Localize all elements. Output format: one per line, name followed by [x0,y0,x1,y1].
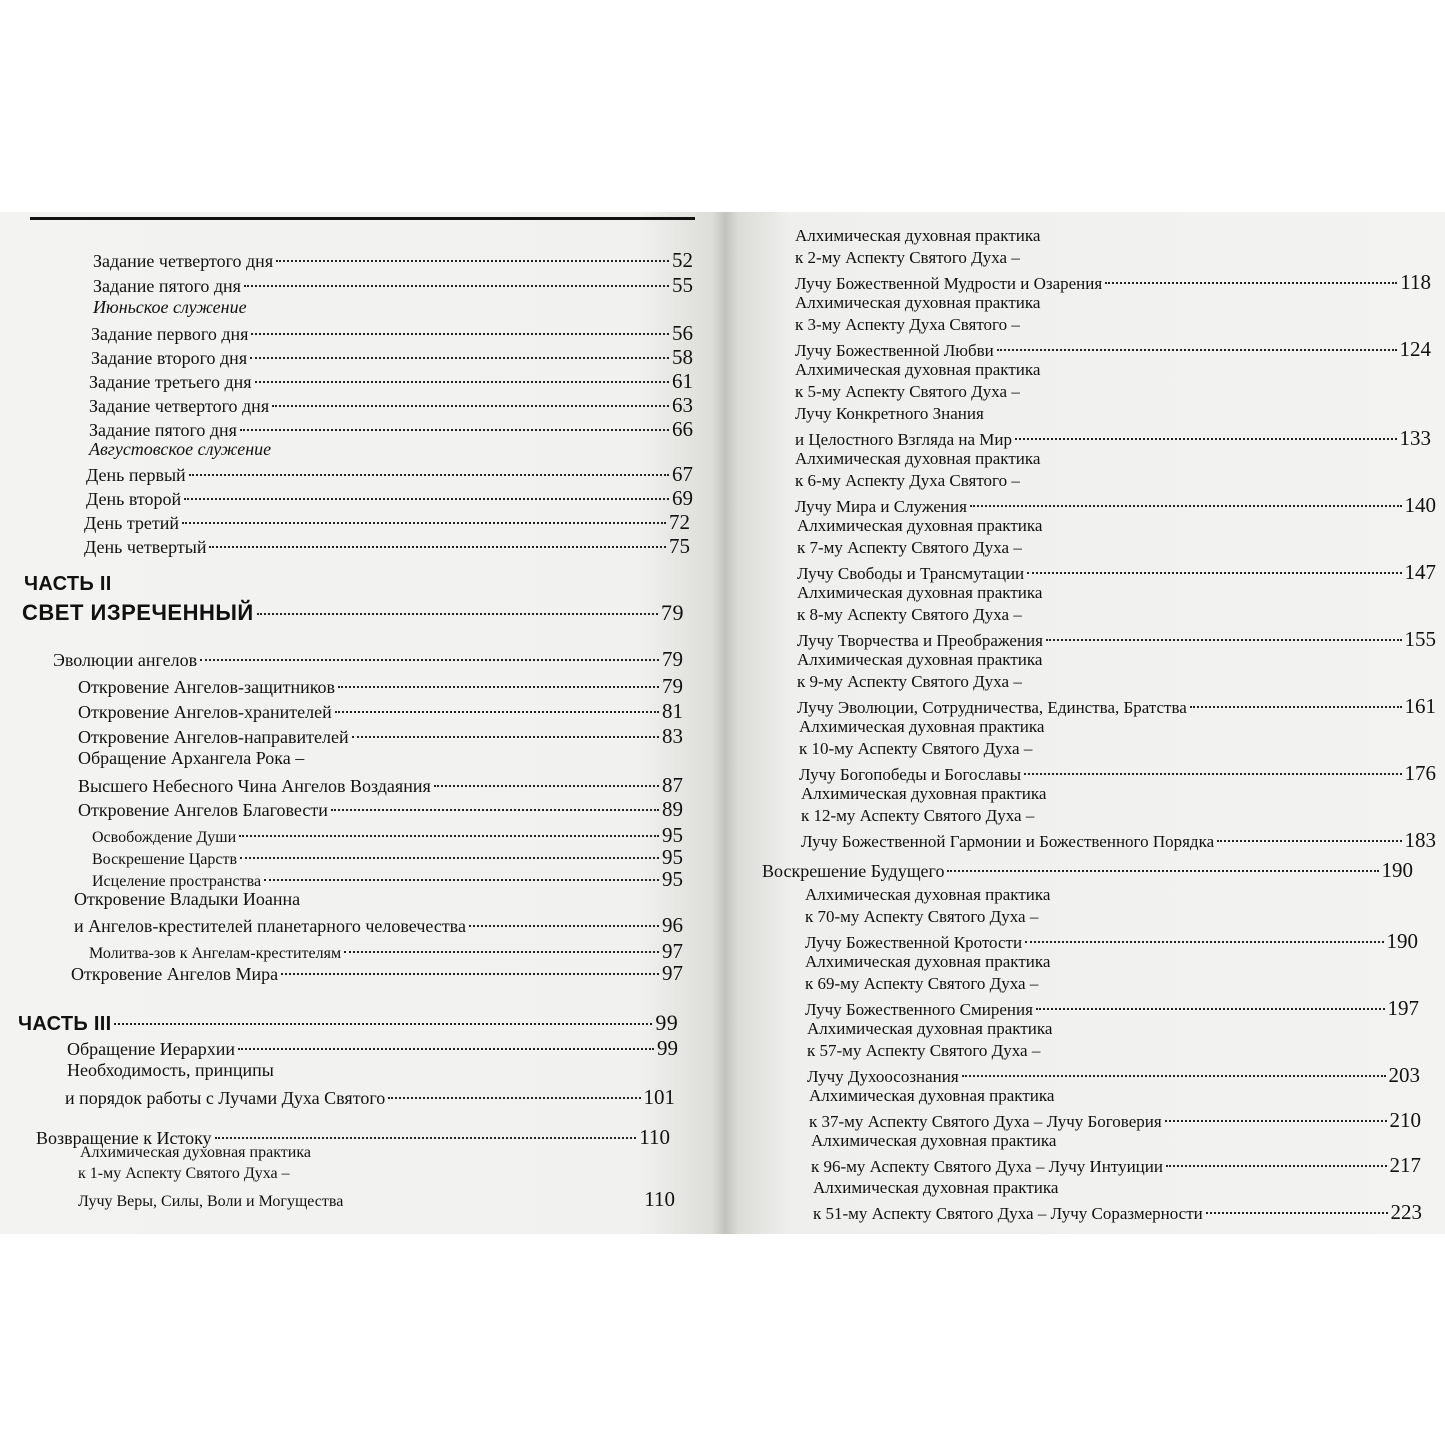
toc-entry-line: к 6-му Аспекту Духа Святого – [795,471,1020,490]
toc-entry: Лучу Божественного Смирения 197 [805,996,1419,1020]
toc-entry-line: Алхимическая духовная практика [801,784,1047,803]
toc-subentry: Воскрешение Царств 95 [92,845,683,869]
toc-entry-line: Алхимическая духовная практика [809,1086,1055,1105]
header-rule [30,217,695,220]
toc-entry: Задание пятого дня 55 [93,273,693,297]
toc-entry: к 37-му Аспекту Святого Духа – Лучу Боговерия 210 [809,1108,1421,1132]
toc-entry: Задание пятого дня 66 [89,417,693,441]
toc-entry-line: Обращение Архангела Рока – [78,748,305,768]
toc-entry: Эволюции ангелов 79 [53,647,683,671]
toc-entry-line: к 69-му Аспекту Святого Духа – [805,974,1039,993]
toc-entry-line: Лучу Конкретного Знания [795,404,984,423]
toc-entry: и Ангелов-крестителей планетарного человечества 96 [74,913,683,937]
toc-entry-line: Алхимическая духовная практика [80,1144,311,1161]
toc-entry: Откровение Ангелов-направителей 83 [78,724,683,748]
toc-entry-line: к 5-му Аспекту Святого Духа – [795,382,1020,401]
toc-entry-line: Алхимическая духовная практика [811,1131,1057,1150]
toc-entry: Воскрешение Будущего 190 [762,858,1413,882]
toc-entry-line: Алхимическая духовная практика [813,1178,1059,1197]
toc-entry: День третий 72 [84,510,690,534]
part-heading: ЧАСТЬ II [24,573,112,595]
toc-entry: Высшего Небесного Чина Ангелов Воздаяния 87 [78,773,683,797]
toc-entry: Возвращение к Истоку 110 [36,1125,670,1149]
toc-entry: Задание третьего дня 61 [89,369,693,393]
toc-entry: к 96-му Аспекту Святого Духа – Лучу Интуиции 217 [811,1153,1421,1177]
toc-entry: Лучу Свободы и Трансмутации 147 [797,560,1436,584]
toc-entry: Лучу Божественной Кротости 190 [805,929,1418,953]
toc-entry: Лучу Божественной Гармонии и Божественного Порядка 183 [801,828,1436,852]
toc-entry-line: к 57-му Аспекту Святого Духа – [807,1041,1041,1060]
toc-entry-line: Необходимость, принципы [67,1060,274,1080]
toc-entry: Задание второго дня 58 [91,345,693,369]
part-title: СВЕТ ИЗРЕЧЕННЫЙ 79 [22,600,684,625]
toc-entry-line: Алхимическая духовная практика [799,717,1045,736]
toc-entry: День четвертый 75 [84,534,690,558]
toc-entry: Лучу Творчества и Преображения 155 [797,627,1436,651]
book-spread [0,212,1445,1234]
toc-subentry: Исцеление пространства 95 [92,867,683,891]
toc-entry: и Целостного Взгляда на Мир 133 [795,426,1431,450]
toc-entry: Откровение Ангелов Мира 97 [71,961,683,985]
toc-entry: к 51-му Аспекту Святого Духа – Лучу Соразмерности 223 [813,1200,1422,1224]
part-heading: ЧАСТЬ III 99 [18,1010,678,1035]
toc-entry-line: к 7-му Аспекту Святого Духа – [797,538,1022,557]
section-heading: Июньское служение [93,297,247,317]
toc-entry-line: к 1-му Аспекту Святого Духа – [78,1165,290,1182]
toc-entry-line: Алхимическая духовная практика [795,226,1041,245]
toc-entry-line: Алхимическая духовная практика [795,360,1041,379]
toc-entry-line: Алхимическая духовная практика [795,293,1041,312]
toc-entry: Лучу Духоосознания 203 [807,1063,1420,1087]
toc-entry: Лучу Богопобеды и Богославы 176 [799,761,1436,785]
toc-entry: Задание четвертого дня 63 [89,393,693,417]
toc-subentry: Освобождение Души 95 [92,823,683,847]
toc-entry: Обращение Иерархии 99 [67,1036,678,1060]
toc-entry: Откровение Ангелов-защитников 79 [78,674,683,698]
page-gutter [712,212,738,1234]
toc-entry-line: к 8-му Аспекту Святого Духа – [797,605,1022,624]
toc-subentry: Молитва-зов к Ангелам-крестителям 97 [89,939,683,963]
toc-entry-line: Алхимическая духовная практика [805,885,1051,904]
toc-entry: Задание первого дня 56 [91,321,693,345]
toc-entry-line: Алхимическая духовная практика [797,516,1043,535]
toc-entry-line: Алхимическая духовная практика [805,952,1051,971]
toc-entry: Откровение Ангелов-хранителей 81 [78,699,683,723]
toc-entry-line: Алхимическая духовная практика [807,1019,1053,1038]
toc-entry: Лучу Божественной Любви 124 [795,337,1431,361]
toc-entry-line: к 10-му Аспекту Святого Духа – [799,739,1033,758]
toc-entry-line: Алхимическая духовная практика [797,650,1043,669]
toc-entry-line: к 70-му Аспекту Святого Духа – [805,907,1039,926]
toc-entry: Лучу Веры, Силы, Воли и Могущества 110 [78,1187,675,1211]
toc-entry: и порядок работы с Лучами Духа Святого 101 [65,1085,675,1109]
left-page [0,212,725,1234]
toc-entry-line: к 3-му Аспекту Духа Святого – [795,315,1020,334]
toc-entry-line: к 9-му Аспекту Святого Духа – [797,672,1022,691]
toc-entry: Задание четвертого дня 52 [93,248,693,272]
toc-entry-line: Алхимическая духовная практика [795,449,1041,468]
toc-entry: День первый 67 [86,462,693,486]
toc-entry-line: Откровение Владыки Иоанна [74,889,301,909]
toc-entry: Откровение Ангелов Благовести 89 [78,797,683,821]
toc-entry-line: Алхимическая духовная практика [797,583,1043,602]
toc-entry-line: к 2-му Аспекту Святого Духа – [795,248,1020,267]
toc-entry: Лучу Мира и Служения 140 [795,493,1436,517]
toc-entry: Лучу Эволюции, Сотрудничества, Единства, Братства 161 [797,694,1436,718]
toc-entry: Лучу Божественной Мудрости и Озарения 118 [795,270,1431,294]
section-heading: Августовское служение [89,439,272,459]
toc-entry-line: к 12-му Аспекту Святого Духа – [801,806,1035,825]
toc-entry: День второй 69 [86,486,693,510]
